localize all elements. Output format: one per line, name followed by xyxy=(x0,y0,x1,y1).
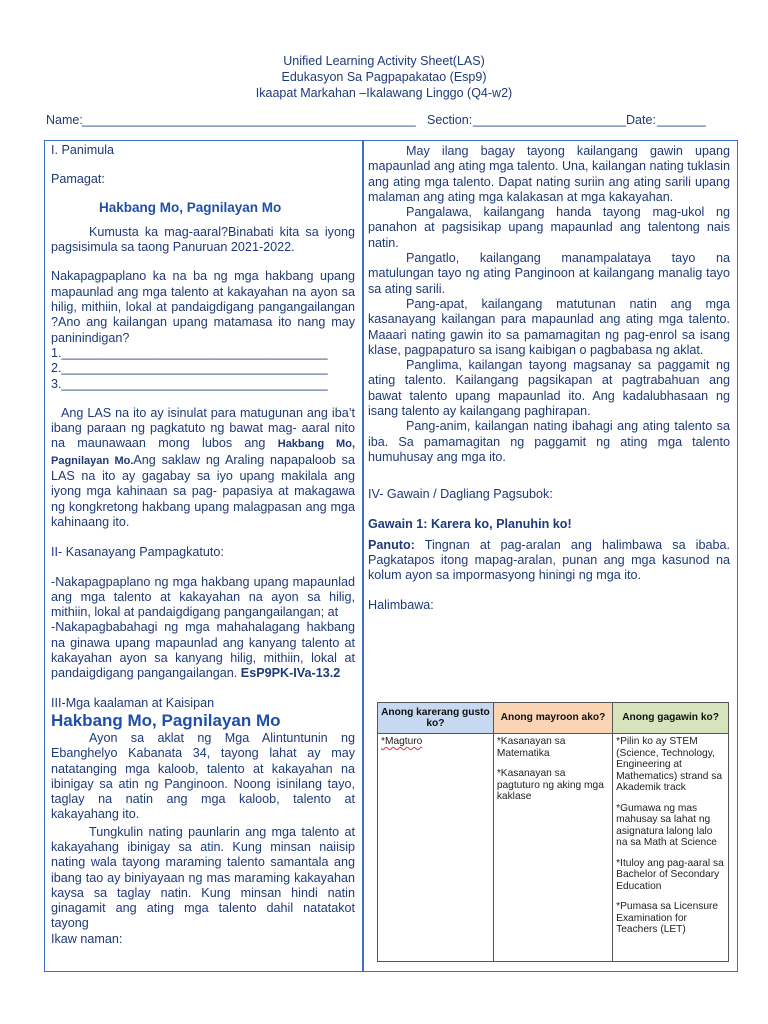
career-cell xyxy=(378,734,494,962)
competency-code: EsP9PK-IVa-13.2 xyxy=(240,666,341,681)
subject-title: Edukasyon Sa Pagpapakatao (Esp9) xyxy=(281,70,487,84)
step-4-paragraph: Pang-apat, kailangang matutunan natin ang mga kasanayang kailangan para mapaunlad ang ating mga talento. Maaari nating gawin ito sa pamamagitan ng pag-enrol sa isang klase, pagpapaturo sa isang kaibigan o pagbabasa ng aklat. xyxy=(368,296,730,357)
step-2-paragraph: Pangalawa, kailangang handa tayong mag-ukol ng panahon at pagsisikap upang mapaunlad ang talentong nais natin. xyxy=(368,205,730,250)
step-3-paragraph: Pangatlo, kailangang manampalataya tayo na matulungan tayo ng ating Panginoon at kailangang manalig tayo sa ating sarili. xyxy=(368,251,730,296)
steps-intro-paragraph: May ilang bagay tayong kailangang gawin upang mapaunlad ang ating mga talento. Una, kailangan nating tuklasin ang ating mga talento. Dapat nating suriin ang ating sarili upang malaman ang ating mga kalakasan at mga kakayahan. xyxy=(368,144,730,204)
action-item-4: *Pumasa sa Licensure Examination for Teachers (LET) xyxy=(616,901,719,935)
step-6-paragraph: Pang-anim, kailangan nating ibahagi ang ating talento sa iba. Sa pamamagitan ng paggamit ng ating mga talento humuhusay ang mga ito. xyxy=(368,419,730,464)
column-divider xyxy=(362,140,364,972)
tungkulin-paragraph: Tungkulin nating paunlarin ang mga talento at kakayahang ibinigay sa atin. Kung minsan naiisip nating wala tayong maraming talento samantala ang ibang tao ay biniyayaan ng mas maraming kakayahan kaysa sa taglay natin. Kung minsan hindi natin ginagamit ang ating mga talento dahil natatakot tayong xyxy=(51,824,355,931)
left-column xyxy=(51,143,355,947)
name-label: Name: xyxy=(46,113,83,127)
asset-item-2: *Kasanayan sa pagtuturo ng aking mga kaklase xyxy=(496,768,604,802)
halimbawa-label: Halimbawa: xyxy=(368,597,434,612)
panuto-label: Panuto: xyxy=(368,537,415,552)
career-item: *Magturo xyxy=(381,736,423,747)
assets-cell xyxy=(493,734,612,962)
las-text-a: Ang LAS na ito ay isinulat para matugunan ang iba’t ibang paraan ng pagkatuto ng bawat mag- aaral nito na maunawaan mong lubos ang xyxy=(51,405,355,451)
section-title: Hakbang Mo, Pagnilayan Mo xyxy=(51,710,281,730)
kasanayan-item-1: -Nakapagpaplano ng mga hakbang upang mapaunlad ang mga talento at kakayahan na ayon sa hilig, mithiin, lokal at pandaigdigang pangangailangan; at xyxy=(51,574,355,620)
name-field[interactable]: ________________________________________________ xyxy=(82,113,416,127)
pamagat-label: Pamagat: xyxy=(51,172,105,187)
section-field[interactable]: ______________________ xyxy=(473,113,626,127)
kumusta-paragraph: Kumusta ka mag-aaral?Binabati kita sa iyong pagsisimula sa taong Panuruan 2021-2022. xyxy=(51,224,355,255)
gawain-title: Gawain 1: Karera ko, Planuhin ko! xyxy=(368,516,572,531)
table-row xyxy=(378,734,729,962)
date-field[interactable]: _______ xyxy=(657,113,706,127)
answer-blank-2[interactable]: 2.______________________________________ xyxy=(51,361,328,376)
answer-blank-3[interactable]: 3.______________________________________ xyxy=(51,376,328,391)
panimula-heading: I. Panimula xyxy=(51,143,114,157)
actions-cell xyxy=(613,734,729,962)
right-column xyxy=(368,143,730,613)
ayon-paragraph: Ayon sa aklat ng Mga Alintuntunin ng Ebanghelyo Kabanata 34, tayong lahat ay may natatanging mga kaloob, talento at kakayahan na ibinigay sa atin ng Panginoon. Noong isinilang tayo, taglay na natin ang mga kaloob, talento at kakayahang ito. xyxy=(51,730,355,822)
header-actions: Anong gagawin ko? xyxy=(613,703,729,734)
header-career: Anong karerang gusto ko? xyxy=(378,703,494,734)
section-label: Section: xyxy=(427,113,473,127)
sheet-title: Unified Learning Activity Sheet(LAS) xyxy=(283,54,485,68)
header-assets: Anong mayroon ako? xyxy=(493,703,612,734)
las-title-bold: Hakbang Mo, Pagnilayan Mo. xyxy=(51,438,355,467)
step-5-paragraph: Panglima, kailangan tayong magsanay sa paggamit ng ating talento. Kailangang pagsikapan at pagtrabahuan ang bawat talento upang mapaunlad ito. Ang kadalubhasaan ng isang talento ay kailangang paghirapan. xyxy=(368,358,730,419)
las-paragraph xyxy=(51,406,355,530)
asset-item-1: *Kasanayan sa Matematika xyxy=(496,736,566,759)
kasanayan-heading: II- Kasanayang Pampagkatuto: xyxy=(51,545,224,560)
kaalaman-heading: III-Mga kaalaman at Kaisipan xyxy=(51,695,215,710)
example-table xyxy=(377,702,729,962)
panuto-paragraph xyxy=(368,538,730,584)
action-item-1: *Pilin ko ay STEM (Science, Technology, Engineering at Mathematics) strand sa Akademik track xyxy=(616,736,723,793)
action-item-3: *Ituloy ang pag-aaral sa Bachelor of Secondary Education xyxy=(616,857,724,892)
table-header-row xyxy=(378,703,729,734)
kasanayan-item-2-text: -Nakapagbabahagi ng mga mahahalagang hakbang na ginawa upang mapaunlad ang kanyang talento at kakayahan ayon sa kanyang hilig, mithiin, lokal at pandaigdigang pangangailangan. xyxy=(51,620,355,681)
ikaw-naman: Ikaw naman: xyxy=(51,931,123,946)
action-item-2: *Gumawa ng mas mahusay sa lahat ng asignatura lalong lalo na sa Math at Science xyxy=(616,802,717,848)
gawain-heading: IV- Gawain / Dagliang Pagsubok: xyxy=(368,487,553,502)
answer-blank-1[interactable]: 1.______________________________________ xyxy=(51,345,328,360)
las-text-b: Ang saklaw ng Araling napapaloob sa LAS na ito ay gagabay sa iyo upang makilala ang iyong mga kahinaan sa pag- papasiya at makagawa ng kongkretong hakbang upang malagpasan ang mga kahinaang ito. xyxy=(51,452,355,529)
lesson-title: Hakbang Mo, Pagnilayan Mo xyxy=(99,199,282,215)
panuto-text: Tingnan at pag-aralan ang halimbawa sa ibaba. Pagkatapos itong mapag-aralan, punan ang mga kasunod na kolum ayon sa impormasyong hiningi ng mga ito. xyxy=(368,537,730,583)
quarter-week: Ikaapat Markahan –Ikalawang Linggo (Q4-w2) xyxy=(255,86,513,100)
question-paragraph: Nakapagpaplano ka na ba ng mga hakbang upang mapaunlad ang mga talento at kakayahan na ayon sa hilig, mithiin, lokal at pandaigdigang pangangailangan ?Ano ang kailangan upang matamasa ito nang may paninindigan? xyxy=(51,269,355,345)
date-label: Date: xyxy=(626,113,656,127)
kasanayan-item-2 xyxy=(51,620,355,681)
